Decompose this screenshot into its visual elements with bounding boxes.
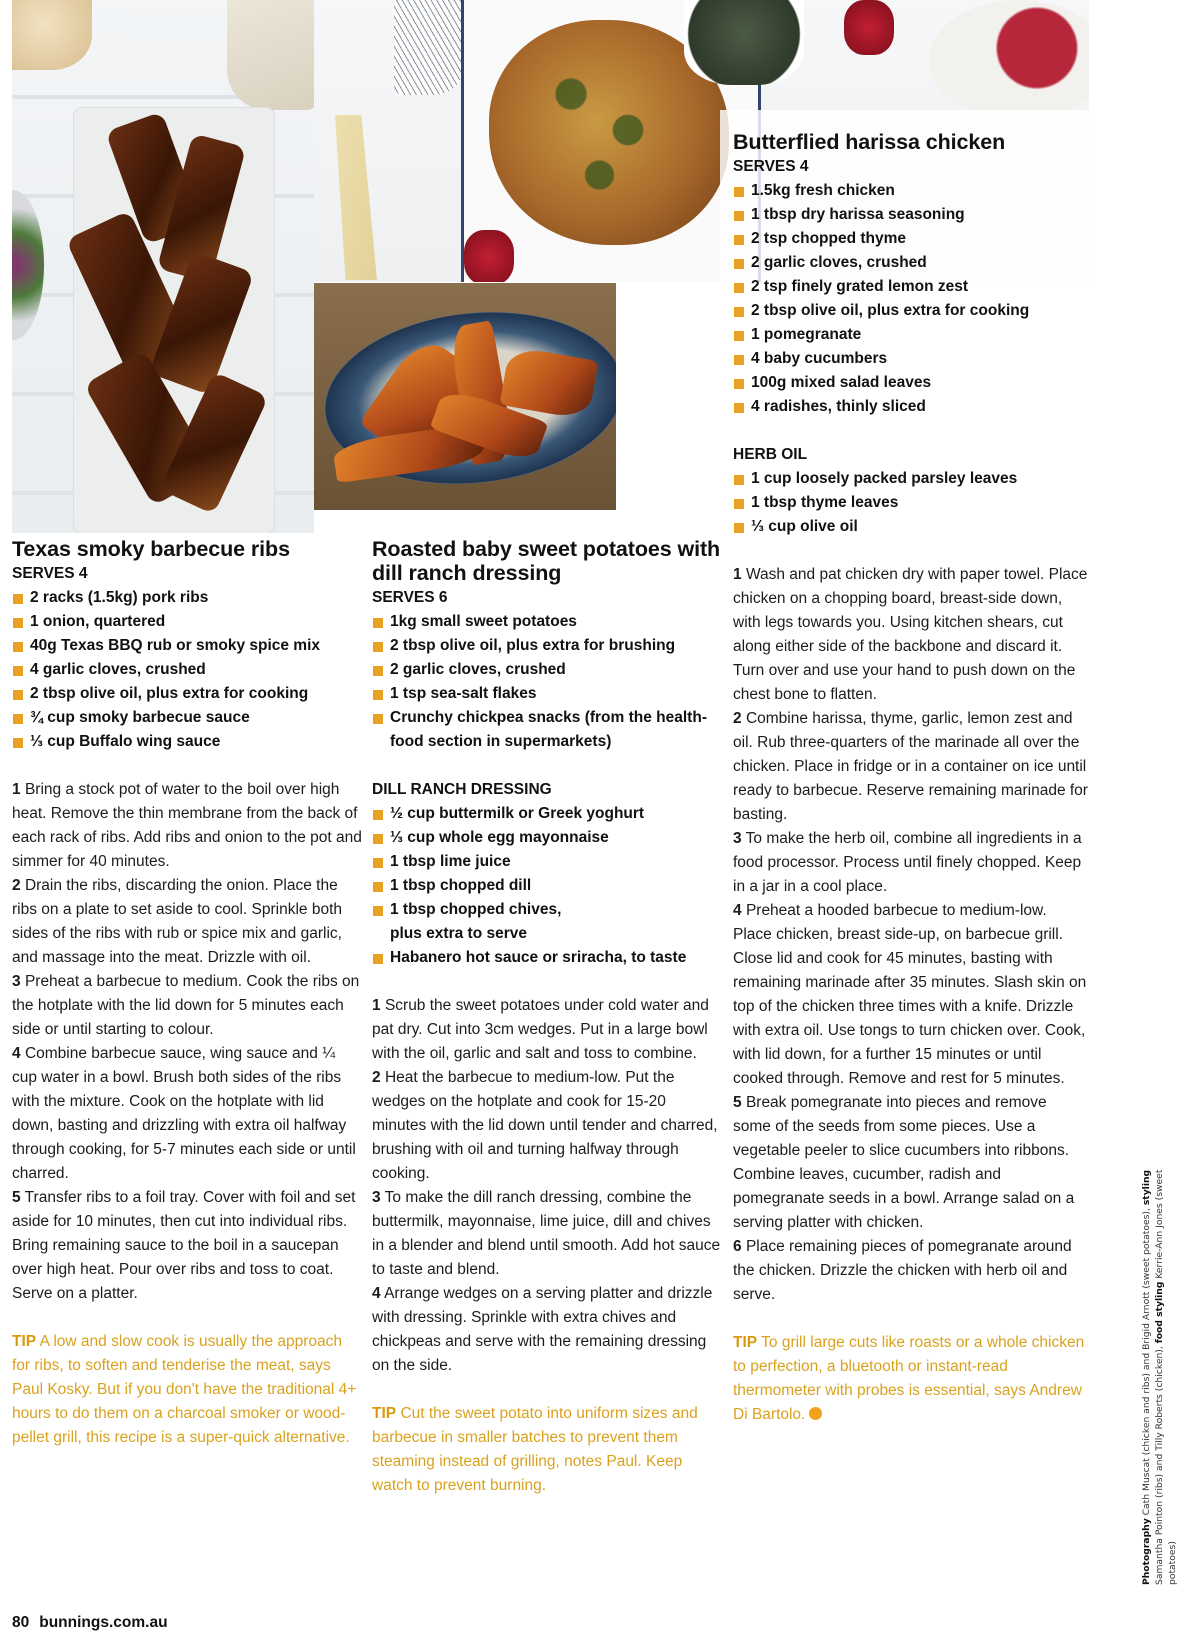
square-bullet-icon (373, 882, 383, 892)
page-number: 80 (12, 1614, 30, 1631)
ingredient-item: 1 tbsp dry harissa seasoning (733, 203, 1088, 227)
square-bullet-icon (373, 618, 383, 628)
ingredient-item: 1 pomegranate (733, 323, 1088, 347)
pomegranate-graphic (464, 230, 514, 282)
ingredient-item: ⅓ cup olive oil (733, 515, 1088, 539)
photo-credits: Photography Cath Muscat (chicken and ribs) and Brigid Arnott (sweet potatoes), styling Samantha Pointon (ribs) and Tilly Roberts (chicken), food styling Kerrie-Ann Jones (sweet potatoes) (1141, 1169, 1178, 1585)
method-step: 4 Preheat a hooded barbecue to medium-low. Place chicken, breast side-up, on barbecue grill. Close lid and cook for 45 minutes, basting with remaining marinade after 35 minutes. Slash skin on top of the chicken three times with a knife. Drizzle with extra oil. Use tongs to turn chicken over. Cook, with lid down, for a further 15 minutes or until cooked through. Remove and rest for 5 minutes. (733, 902, 1087, 1087)
method-steps (733, 563, 1088, 1307)
recipe-title: Butterflied harissa chicken (733, 130, 1006, 154)
square-bullet-icon (734, 523, 744, 533)
method-step: 5 Break pomegranate into pieces and remove some of the seeds from some pieces. Use a vegetable peeler to slice cucumbers into ribbons. Combine leaves, cucumber, radish and pomegranate seeds in a bowl. Arrange salad on a serving platter with chicken. (733, 1094, 1075, 1231)
serves-label: SERVES 6 (372, 589, 448, 606)
ingredient-item: 100g mixed salad leaves (733, 371, 1088, 395)
method-step: 6 Place remaining pieces of pomegranate around the chicken. Drizzle the chicken with herb oil and serve. (733, 1238, 1072, 1303)
square-bullet-icon (13, 618, 23, 628)
method-step: 5 Transfer ribs to a foil tray. Cover with foil and set aside for 10 minutes, then cut into individual ribs. Bring remaining sauce to the boil in a saucepan over high heat. Pour over ribs and toss to coat. Serve on a platter. (12, 1189, 356, 1302)
linen-cloth-graphic (227, 0, 314, 110)
serves-label: SERVES 4 (733, 158, 809, 175)
square-bullet-icon (373, 906, 383, 916)
square-bullet-icon (373, 834, 383, 844)
square-bullet-icon (734, 355, 744, 365)
square-bullet-icon (13, 642, 23, 652)
sweet-potato-photo (314, 283, 616, 510)
method-step: 1 Wash and pat chicken dry with paper towel. Place chicken on a chopping board, breast-side down, with legs towards you. Using kitchen shears, cut along either side of the backbone and discard it. Turn over and use your hand to push down on the chest bone to flatten. (733, 566, 1088, 703)
page-footer (12, 1614, 168, 1632)
method-step: 2 Combine harissa, thyme, garlic, lemon zest and oil. Rub three-quarters of the marinade all over the chicken. Place in fridge or in a container on ice until ready to barbecue. Reserve remaining marinade for basting. (733, 710, 1088, 823)
method-step: 3 To make the dill ranch dressing, combine the buttermilk, mayonnaise, lime juice, dill and chives in a blender and blend until smooth. Add hot sauce to taste and blend. (372, 1189, 721, 1278)
method-step: 2 Drain the ribs, discarding the onion. Place the ribs on a plate to set aside to cool. Sprinkle both sides of the ribs with rub or spice mix and garlic, and massage into the meat. Drizzle with oil. (12, 877, 343, 966)
method-step: 3 To make the herb oil, combine all ingredients in a food processor. Process until finely chopped. Keep in a jar in a cool place. (733, 830, 1082, 895)
ingredient-item: 2 racks (1.5kg) pork ribs (12, 586, 362, 610)
square-bullet-icon (373, 714, 383, 724)
method-step: 2 Heat the barbecue to medium-low. Put the wedges on the hotplate and cook for 15-20 minutes with the lid down until tender and charred, brushing with oil and turning halfway through cooking. (372, 1069, 718, 1182)
recipe-title: Texas smoky barbecue ribs (12, 537, 290, 561)
recipe-ribs (12, 537, 362, 1450)
ingredient-list (372, 610, 722, 754)
ingredient-item: 1.5kg fresh chicken (733, 179, 1088, 203)
ingredient-list (12, 586, 362, 754)
square-bullet-icon (373, 810, 383, 820)
herb-oil-subheading: HERB OIL (733, 446, 808, 463)
recipe-title: Roasted baby sweet potatoes with dill ranch dressing (372, 537, 721, 585)
tip-box: TIP A low and slow cook is usually the approach for ribs, to soften and tenderise the meat, says Paul Kosky. But if you don't have the traditional 4+ hours to do them on a charcoal smoker or wood-pellet grill, this recipe is a super-quick alternative. (12, 1333, 357, 1446)
herb-oil-dish-graphic (684, 0, 804, 85)
square-bullet-icon (13, 714, 23, 724)
ingredient-list (733, 179, 1088, 419)
square-bullet-icon (13, 666, 23, 676)
tip-box: TIP To grill large cuts like roasts or a whole chicken to perfection, a bluetooth or instant-read thermometer with probes is essential, says Andrew Di Bartolo. (733, 1334, 1085, 1423)
serves-label: SERVES 4 (12, 565, 88, 582)
ribs-platter-graphic (74, 108, 274, 533)
method-step: 4 Arrange wedges on a serving platter and drizzle with dressing. Sprinkle with extra chives and chickpeas and serve with the remaining dressing on the side. (372, 1285, 713, 1374)
wooden-spoon-graphic (12, 0, 92, 70)
square-bullet-icon (373, 690, 383, 700)
recipe-sweet-potatoes (372, 537, 722, 1498)
ingredient-item: 1 tbsp lime juice (372, 850, 722, 874)
ingredient-item: 4 baby cucumbers (733, 347, 1088, 371)
ingredient-item: 1 tbsp chopped chives, plus extra to serve (372, 898, 722, 946)
square-bullet-icon (734, 475, 744, 485)
square-bullet-icon (734, 283, 744, 293)
pomegranate-plate-graphic (929, 0, 1089, 120)
dressing-ingredient-list (372, 802, 722, 970)
striped-napkin-graphic (394, 0, 464, 95)
square-bullet-icon (734, 379, 744, 389)
end-mark-dot-icon (809, 1407, 822, 1420)
square-bullet-icon (734, 235, 744, 245)
ingredient-item: 4 garlic cloves, crushed (12, 658, 362, 682)
ingredient-item: ¾ cup smoky barbecue sauce (12, 706, 362, 730)
ingredient-item: 2 garlic cloves, crushed (372, 658, 722, 682)
square-bullet-icon (734, 259, 744, 269)
square-bullet-icon (734, 499, 744, 509)
method-steps (372, 994, 722, 1378)
square-bullet-icon (734, 211, 744, 221)
herb-oil-ingredient-list (733, 467, 1088, 539)
method-steps (12, 778, 362, 1306)
ingredient-item: ½ cup buttermilk or Greek yoghurt (372, 802, 722, 826)
square-bullet-icon (734, 187, 744, 197)
square-bullet-icon (373, 954, 383, 964)
ingredient-item: 1kg small sweet potatoes (372, 610, 722, 634)
ingredient-item: 2 tsp finely grated lemon zest (733, 275, 1088, 299)
square-bullet-icon (373, 666, 383, 676)
pomegranate-graphic (844, 0, 894, 55)
square-bullet-icon (734, 403, 744, 413)
method-step: 1 Scrub the sweet potatoes under cold water and pat dry. Cut into 3cm wedges. Put in a large bowl with the oil, garlic and salt and toss to combine. (372, 997, 709, 1062)
square-bullet-icon (734, 331, 744, 341)
square-bullet-icon (13, 738, 23, 748)
ingredient-item: 2 garlic cloves, crushed (733, 251, 1088, 275)
square-bullet-icon (13, 594, 23, 604)
ingredient-item: 2 tsp chopped thyme (733, 227, 1088, 251)
gold-cutlery-graphic (314, 115, 419, 280)
ingredient-item: 1 onion, quartered (12, 610, 362, 634)
ingredient-item: 40g Texas BBQ rub or smoky spice mix (12, 634, 362, 658)
method-step: 1 Bring a stock pot of water to the boil over high heat. Remove the thin membrane from the back of each rack of ribs. Add ribs and onion to the pot and simmer for 40 minutes. (12, 781, 362, 870)
ingredient-item: 2 tbsp olive oil, plus extra for cooking (12, 682, 362, 706)
salad-bowl-graphic (12, 190, 44, 340)
ingredient-item: 2 tbsp olive oil, plus extra for brushing (372, 634, 722, 658)
ingredient-item: 1 tsp sea-salt flakes (372, 682, 722, 706)
dressing-subheading: DILL RANCH DRESSING (372, 781, 552, 798)
tip-box: TIP Cut the sweet potato into uniform sizes and barbecue in smaller batches to prevent them steaming instead of grilling, notes Paul. Keep watch to prevent burning. (372, 1405, 698, 1494)
ribs-photo (12, 0, 314, 533)
site-url: bunnings.com.au (39, 1614, 168, 1631)
ingredient-item: 2 tbsp olive oil, plus extra for cooking (733, 299, 1088, 323)
ingredient-item: 1 tbsp chopped dill (372, 874, 722, 898)
ingredient-item: ⅓ cup whole egg mayonnaise (372, 826, 722, 850)
ingredient-item: Crunchy chickpea snacks (from the health-food section in supermarkets) (372, 706, 722, 754)
ingredient-item: ⅓ cup Buffalo wing sauce (12, 730, 362, 754)
recipe-harissa-chicken (733, 130, 1088, 1427)
ingredient-item: 1 tbsp thyme leaves (733, 491, 1088, 515)
square-bullet-icon (734, 307, 744, 317)
method-step: 4 Combine barbecue sauce, wing sauce and ¼ cup water in a bowl. Brush both sides of the ribs with the mixture. Cook on the hotplate with lid down, basting and drizzling with extra oil halfway through cooking, for 5-7 minutes each side or until charred. (12, 1045, 356, 1182)
ingredient-item: 4 radishes, thinly sliced (733, 395, 1088, 419)
method-step: 3 Preheat a barbecue to medium. Cook the ribs on the hotplate with the lid down for 5 minutes each side or until starting to colour. (12, 973, 360, 1038)
square-bullet-icon (13, 690, 23, 700)
ingredient-item: Habanero hot sauce or sriracha, to taste (372, 946, 722, 970)
square-bullet-icon (373, 642, 383, 652)
ingredient-item: 1 cup loosely packed parsley leaves (733, 467, 1088, 491)
herb-topping-graphic (514, 40, 704, 220)
square-bullet-icon (373, 858, 383, 868)
